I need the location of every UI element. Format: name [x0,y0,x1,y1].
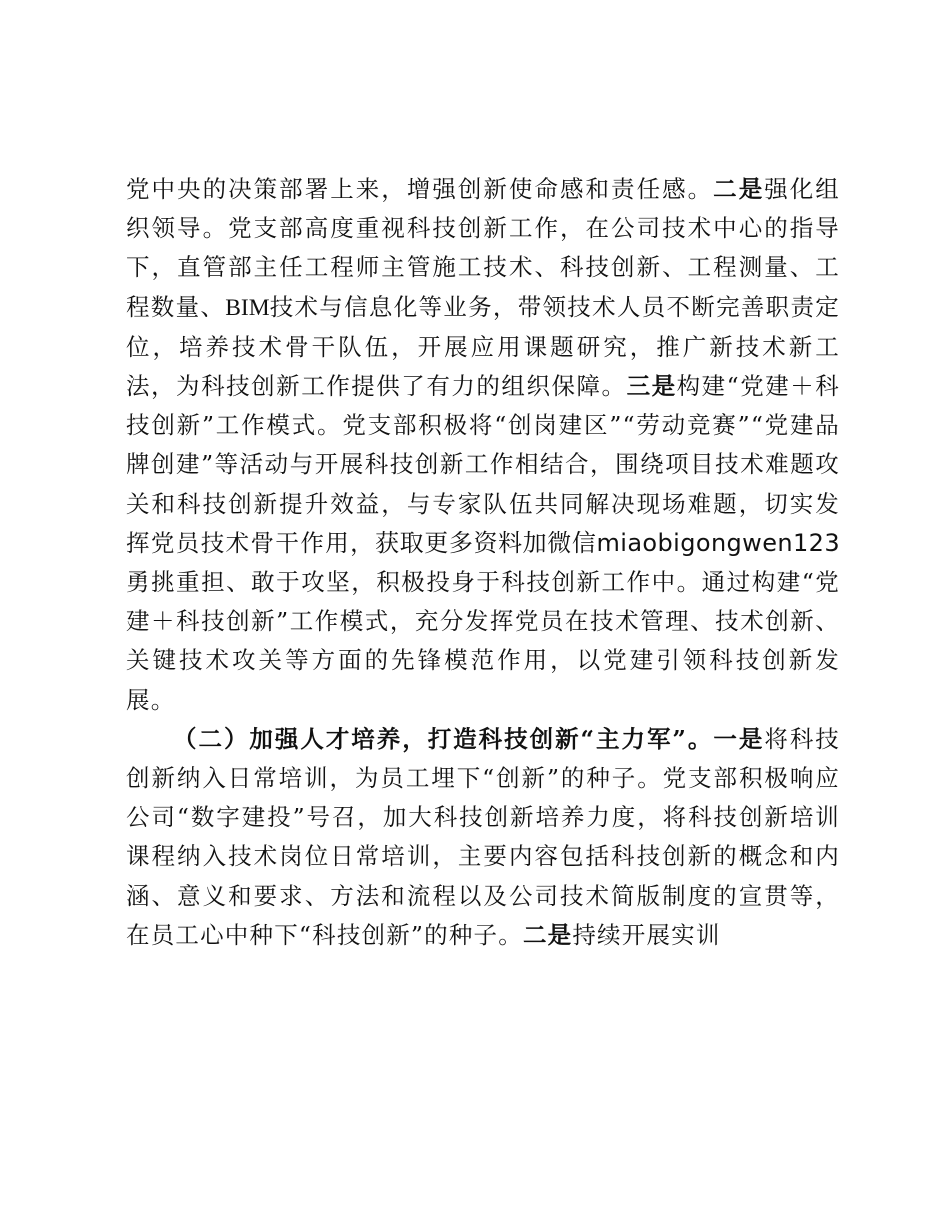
document-body [126,170,840,955]
text-run: 强化组织领导。党支部高度重视科技创新工作，在公司技术中心的指导下，直管部主任工程师主管施工技术、科技创新、工程测量、工程数量、 [126,175,840,321]
paragraph-talent [126,720,840,955]
bold-keyword: 二是 [522,920,573,949]
paragraph-organization [126,170,840,720]
text-run: 党中央的决策部署上来，增强创新使命感和责任感。 [126,175,714,203]
text-run: 将科技创新纳入日常培训，为员工埋下“创新”的种子。党支部积极响应公司“数字建投”号召，加大科技创新培养力度，将科技创新培训课程纳入技术岗位日常培训，主要内容包括科技创新的概念和内涵、意义和要求、方法和流程以及公司技术简版制度的宣贯等，在员工心中种下“科技创新”的种子。 [126,724,840,949]
bim-term: BIM [225,294,270,321]
text-run: 持续开展实训 [572,920,721,949]
text-run: 勇挑重担、敢于攻坚，积极投身于科技创新工作中。通过构建“党建＋科技创新”工作模式，充分发挥党员在技术管理、技术创新、关键技术攻关等方面的先锋模范作用，以党建引领科技创新发展。 [126,568,840,714]
bold-keyword: 三是 [626,372,677,401]
watermark-text: 获取更多资料加微信miaobigongwen123 [375,528,840,557]
bold-keyword: 二是 [713,175,765,203]
text-run: 技术与信息化等业务，带领技术人员不断完善职责定位，培养技术骨干队伍，开展应用课题研究，推广新技术新工法，为科技创新工作提供了有力的组织保障。 [126,292,840,401]
section-heading: （二）加强人才培养，打造科技创新“主力军”。一是 [173,724,765,753]
text-run: 构建“党建＋科技创新”工作模式。党支部积极将“创岗建区”“劳动竞赛”“党建品牌创建”等活动与开展科技创新工作相结合，围绕项目技术难题攻关和科技创新提升效益，与专家队伍共同解决现场难题，切实发挥党员技术骨干作用， [126,372,841,557]
